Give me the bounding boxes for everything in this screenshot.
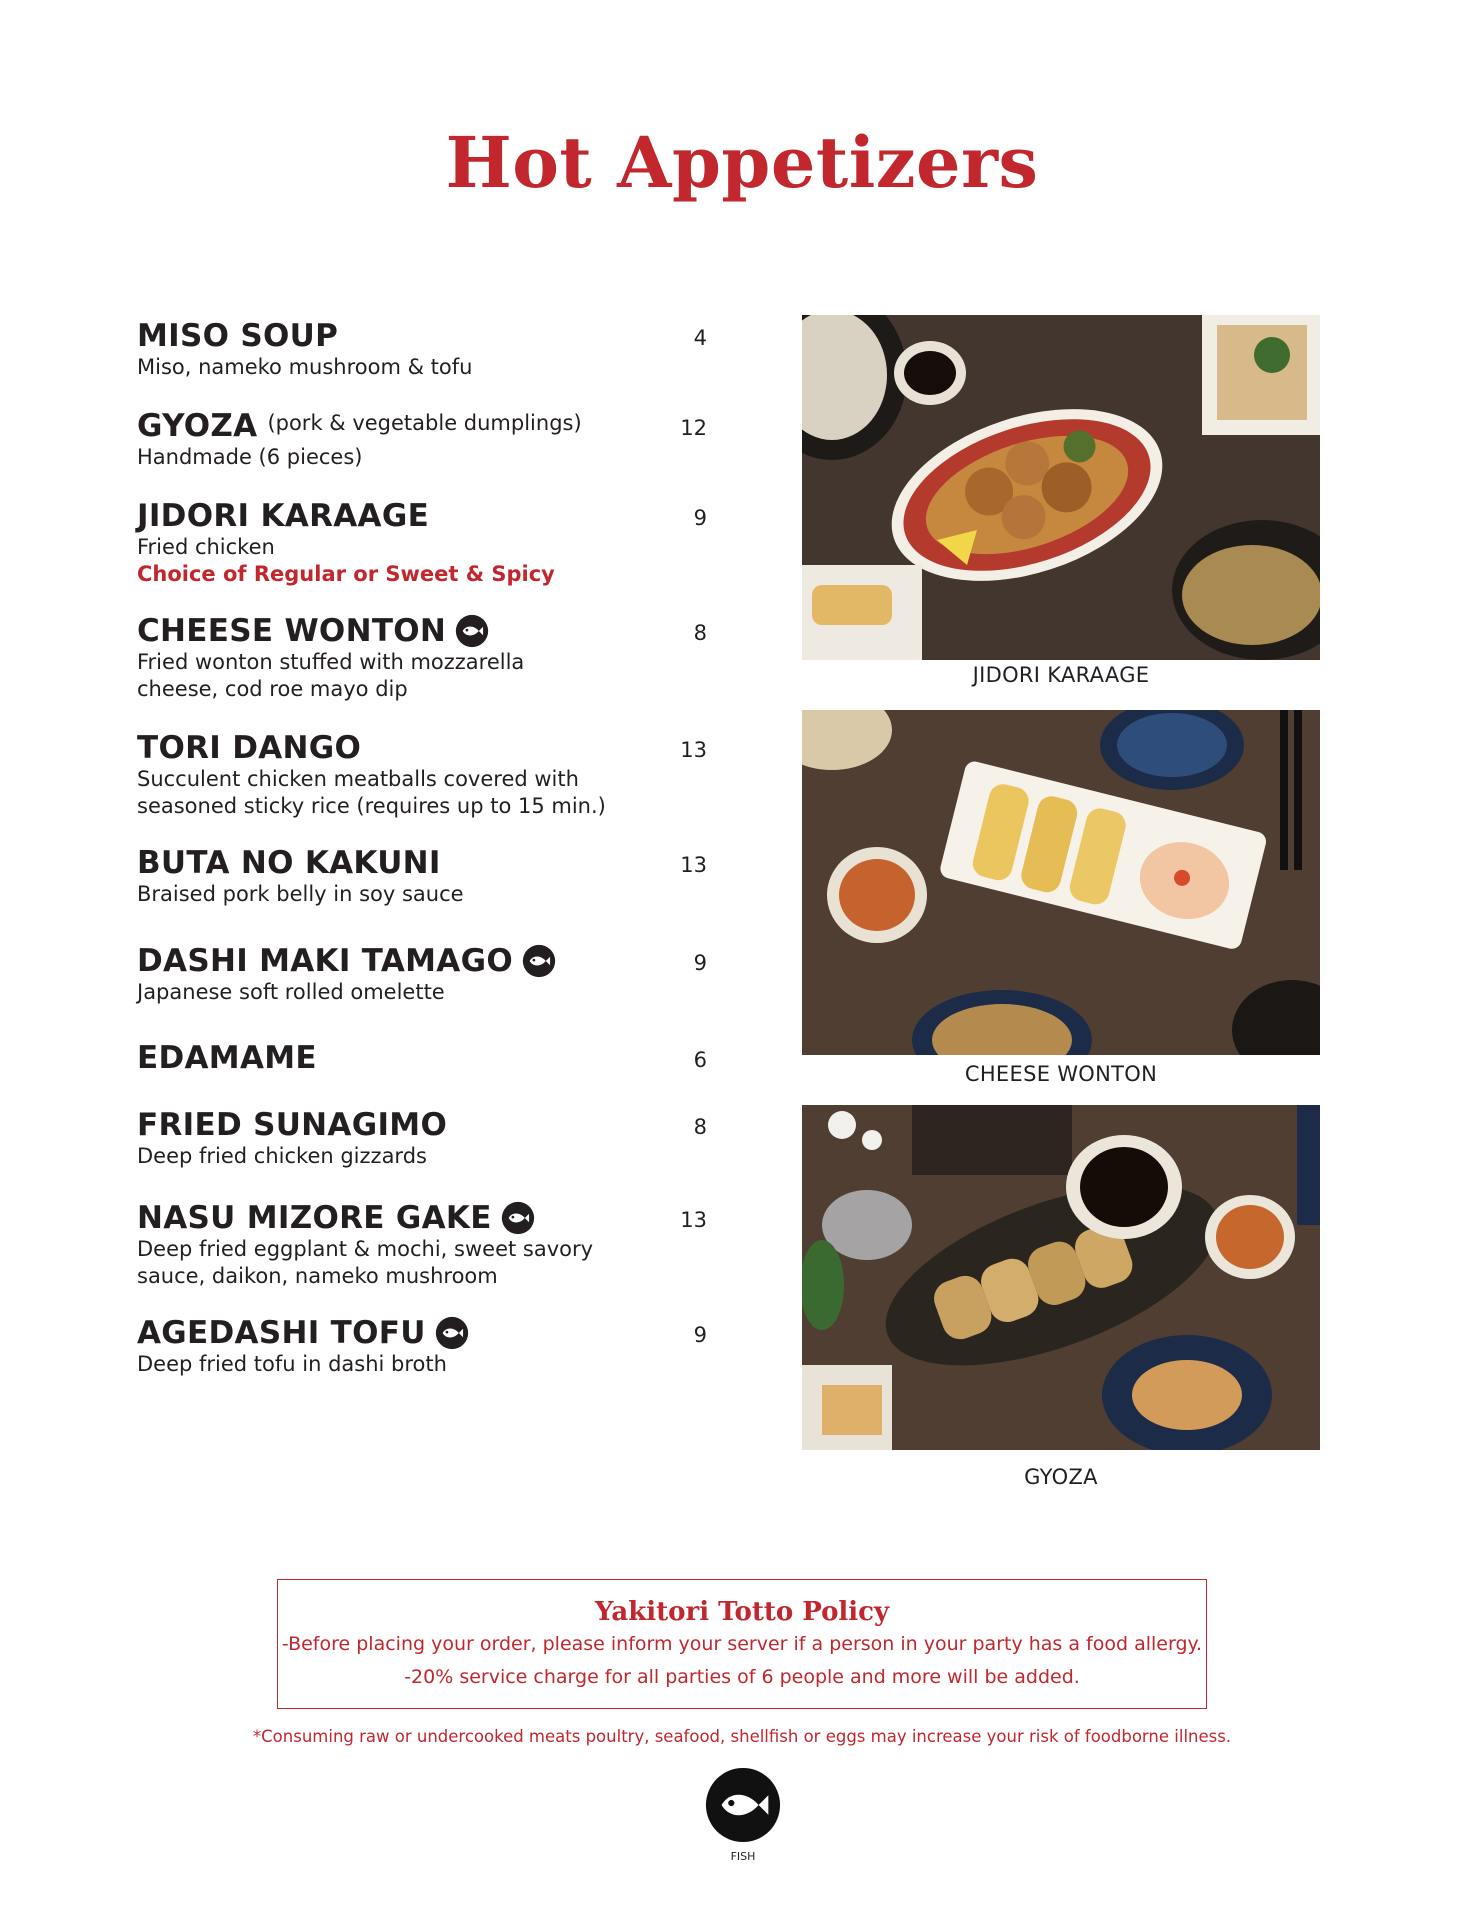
fish-icon bbox=[435, 1316, 469, 1350]
item-price: 13 bbox=[680, 853, 707, 877]
fish-icon bbox=[455, 614, 489, 648]
menu-item-gyoza bbox=[137, 408, 707, 471]
photo-gyoza bbox=[802, 1105, 1320, 1450]
item-description: Japanese soft rolled omelette bbox=[137, 980, 445, 1004]
page-title: Hot Appetizers bbox=[445, 121, 1039, 204]
item-description: Fried wonton stuffed with mozzarella bbox=[137, 650, 525, 674]
item-name: BUTA NO KAKUNI bbox=[137, 845, 441, 881]
fish-icon bbox=[522, 944, 556, 978]
item-description: Deep fried tofu in dashi broth bbox=[137, 1352, 447, 1376]
policy-line-allergy: -Before placing your order, please inform your server if a person in your party has a food allergy. bbox=[281, 1633, 1203, 1655]
photo-caption: GYOZA bbox=[1024, 1465, 1098, 1489]
item-price: 4 bbox=[693, 326, 707, 350]
item-price: 13 bbox=[680, 738, 707, 762]
item-name: FRIED SUNAGIMO bbox=[137, 1107, 448, 1143]
menu-item-nasu-mizore-gake bbox=[137, 1200, 707, 1290]
photo-cheese-wonton bbox=[802, 710, 1320, 1055]
item-description: Fried chicken bbox=[137, 535, 275, 559]
item-price: 8 bbox=[693, 1115, 707, 1139]
food-safety-warning: *Consuming raw or undercooked meats poultry, seafood, shellfish or eggs may increase your risk of foodborne illness. bbox=[252, 1727, 1232, 1746]
policy-box bbox=[277, 1579, 1207, 1709]
photo-caption: CHEESE WONTON bbox=[964, 1062, 1158, 1086]
item-name: NASU MIZORE GAKE bbox=[137, 1200, 492, 1236]
item-price: 13 bbox=[680, 1208, 707, 1232]
item-name: AGEDASHI TOFU bbox=[137, 1315, 426, 1351]
photo-caption: JIDORI KARAAGE bbox=[972, 663, 1150, 687]
item-price: 9 bbox=[693, 951, 707, 975]
menu-item-cheese-wonton bbox=[137, 613, 707, 703]
item-price: 8 bbox=[693, 621, 707, 645]
menu-item-tori-dango bbox=[137, 730, 707, 820]
menu-item-fried-sunagimo bbox=[137, 1107, 707, 1170]
policy-line-service-charge: -20% service charge for all parties of 6 people and more will be added. bbox=[404, 1666, 1080, 1688]
item-name-note: (pork & vegetable dumplings) bbox=[267, 411, 582, 435]
menu-item-jidori-karaage bbox=[137, 498, 707, 588]
menu-item-edamame bbox=[137, 1040, 707, 1076]
fish-legend bbox=[704, 1766, 782, 1863]
legend-label: FISH bbox=[730, 1850, 756, 1863]
item-price: 9 bbox=[693, 1323, 707, 1347]
item-description: Deep fried eggplant & mochi, sweet savory bbox=[137, 1237, 594, 1261]
item-name: JIDORI KARAAGE bbox=[137, 498, 430, 534]
item-name: DASHI MAKI TAMAGO bbox=[137, 943, 513, 979]
item-description: Braised pork belly in soy sauce bbox=[137, 882, 464, 906]
fish-icon bbox=[501, 1201, 535, 1235]
item-description: Succulent chicken meatballs covered with bbox=[137, 767, 579, 791]
item-price: 9 bbox=[693, 506, 707, 530]
item-name: MISO SOUP bbox=[137, 318, 339, 354]
photo-jidori-karaage bbox=[802, 315, 1320, 660]
menu-item-dashi-maki-tamago bbox=[137, 943, 707, 1006]
item-description: seasoned sticky rice (requires up to 15 min.) bbox=[137, 794, 606, 818]
item-price: 12 bbox=[680, 416, 707, 440]
item-description: Deep fried chicken gizzards bbox=[137, 1144, 427, 1168]
item-price: 6 bbox=[693, 1048, 707, 1072]
menu-item-agedashi-tofu bbox=[137, 1315, 707, 1378]
item-choice-note: Choice of Regular or Sweet & Spicy bbox=[137, 562, 555, 586]
item-name: TORI DANGO bbox=[137, 730, 362, 766]
menu-item-miso-soup bbox=[137, 318, 707, 381]
fish-icon bbox=[704, 1766, 782, 1844]
item-description: Miso, nameko mushroom & tofu bbox=[137, 355, 473, 379]
item-description: sauce, daikon, nameko mushroom bbox=[137, 1264, 498, 1288]
item-description: Handmade (6 pieces) bbox=[137, 445, 363, 469]
item-name: GYOZA bbox=[137, 408, 258, 444]
policy-title: Yakitori Totto Policy bbox=[594, 1597, 890, 1627]
menu-item-buta-no-kakuni bbox=[137, 845, 707, 908]
item-name: EDAMAME bbox=[137, 1040, 317, 1076]
item-name: CHEESE WONTON bbox=[137, 613, 447, 649]
item-description: cheese, cod roe mayo dip bbox=[137, 677, 408, 701]
